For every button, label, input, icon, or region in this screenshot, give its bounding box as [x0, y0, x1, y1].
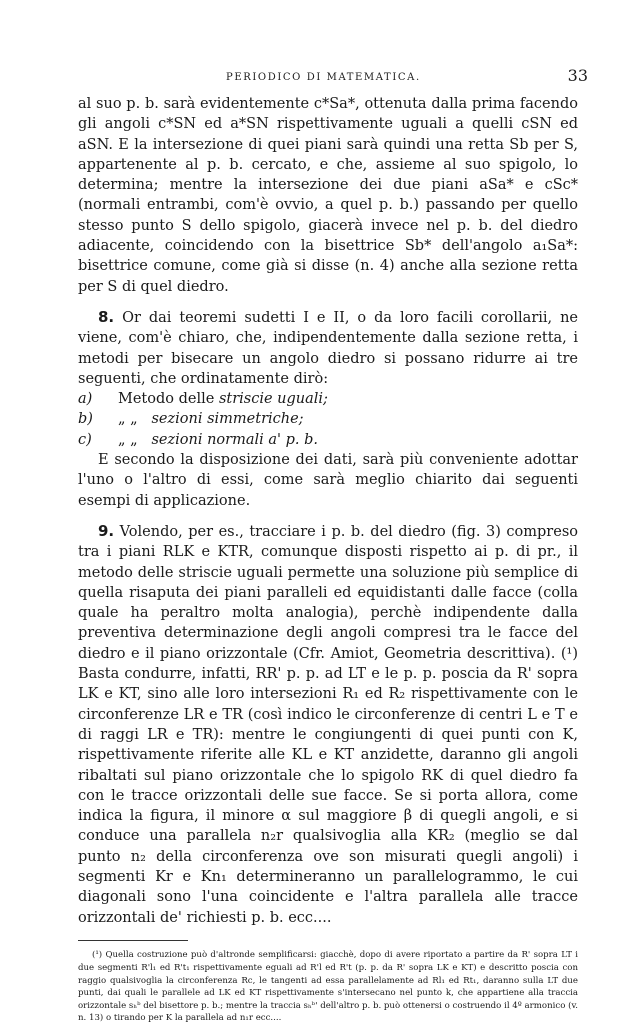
list-prefix: „ „	[118, 431, 138, 448]
list-item-c	[78, 430, 578, 450]
paragraph-section-8	[78, 307, 578, 389]
page-number: 33	[567, 66, 588, 85]
list-label: b)	[78, 411, 93, 428]
list-text: sezioni simmetriche;	[151, 411, 304, 428]
list-prefix: Metodo delle	[118, 391, 215, 408]
list-item-b	[78, 409, 578, 429]
paragraph-section-9	[78, 521, 578, 928]
section-number-8: 8.	[98, 307, 115, 326]
list-prefix: „ „	[118, 411, 138, 428]
page-header	[78, 64, 588, 94]
body-text	[78, 94, 578, 928]
list-label: c)	[78, 431, 92, 448]
section-number-9: 9.	[98, 521, 115, 540]
list-label: a)	[78, 391, 93, 408]
paragraph-3: E secondo la disposizione dei dati, sarà più conveniente adottar l'uno o l'altro di essi, come sarà meglio chiarito dai seguenti esempi di applicazione.	[78, 452, 578, 509]
list-item-a	[78, 389, 578, 409]
list-text: striscie uguali;	[218, 391, 328, 408]
footnote-rule	[78, 940, 188, 941]
section-9-text: Volendo, per es., tracciare i p. b. del diedro (fig. 3) compreso tra i piani RLK e KTR, comunque disposti rispetto ai p. di pr., il metodo delle striscie uguali permette una soluzione più semplice di quella risaputa dei piani paralleli ed equidistanti dalle facce (colla quale ha peraltro molta analogia), perchè indipendente dalla preventiva determinazione degli angoli compresi tra le facce del diedro e il piano orizzontale (Cfr. Amiot, Geometria descrittiva). (¹) Basta condurre, infatti, RR' p. p. ad LT e le p. p. poscia da R' sopra LK e KT, sino alle loro intersezioni R₁ ed R₂ rispettivamente con le circonferenze LR e TR (così indico le circonferenze di centri L e T e di raggi LR e TR): mentre le congiungenti di quei punti con K, rispettivamente riferite alle KL e KT anzidette, daranno gli angoli ribaltati sul piano orizzontale che lo spigolo RK di quel diedro fa con le tracce orizzontali delle sue facce. Se si porta allora, come indica la figura, il minore α sul maggiore β di quegli angoli, e si conduce una parallela n₂r qualsivoglia alla KR₂ (meglio se dal punto n₂ della circonferenza ove son misurati quegli angoli) i segmenti Kr e Kn₁ determineranno un parallelogrammo, le cui diagonali sono l'una coincidente e l'altra parallela alle tracce orizzontali de' richiesti p. b. ecc....	[78, 523, 578, 926]
paragraph-1: al suo p. b. sarà evidentemente c*Sa*, ottenuta dalla prima facendo gli angoli c*SN ed a*SN rispettivamente uguali a quelli cSN ed aSN. E la intersezione di quei piani sarà quindi una retta Sb per S, appartenente al p. b. cercato, e che, assieme al suo spigolo, lo determina; mentre la intersezione dei due piani aSa* e cSc* (normali entrambi, com'è ovvio, a quel p. b.) passando per quello stesso punto S dello spigolo, giacerà invece nel p. b. del diedro adiacente, coincidendo con la bisettrice Sb* dell'angolo a₁Sa*: bisettrice comune, come già si disse (n. 4) anche alla sezione retta per S di quel diedro.	[78, 96, 578, 295]
running-head: PERIODICO DI MATEMATICA.	[226, 72, 421, 83]
footnote: (¹) Quella costruzione può d'altronde semplificarsi: giacchè, dopo di avere riportato a partire da R' sopra LT i due segmenti R'l₁ ed R't₁ rispettivamente eguali ad R'l ed R't (p. p. da R' sopra LK e KT) e descritto poscia con raggio qualsivoglia la circonferenza Rc, le tangenti ad essa parallelamente ad Rl₁ ed Rt₁, daranno sulla LT due punti, dai quali le parallele ad LK ed KT rispettivamente s'intersecano nel punto k, che appartiene alla traccia orizzontale sₕᵇ del bisettore p. b.; mentre la traccia sₕᵇ' dell'altro p. b. può ottenersi o costruendo il 4º armonico (v. n. 13) o tirando per K la parallela ad n₁r ecc....	[78, 950, 579, 1024]
list-text: sezioni normali a' p. b.	[151, 431, 318, 448]
section-8-text: Or dai teoremi sudetti I e II, o da loro facili corollarii, ne viene, com'è chiaro, che, indipendentemente dalla sezione retta, i metodi per bisecare un angolo diedro si possano ridurre ai tre seguenti, che ordinatamente dirò:	[78, 309, 579, 387]
